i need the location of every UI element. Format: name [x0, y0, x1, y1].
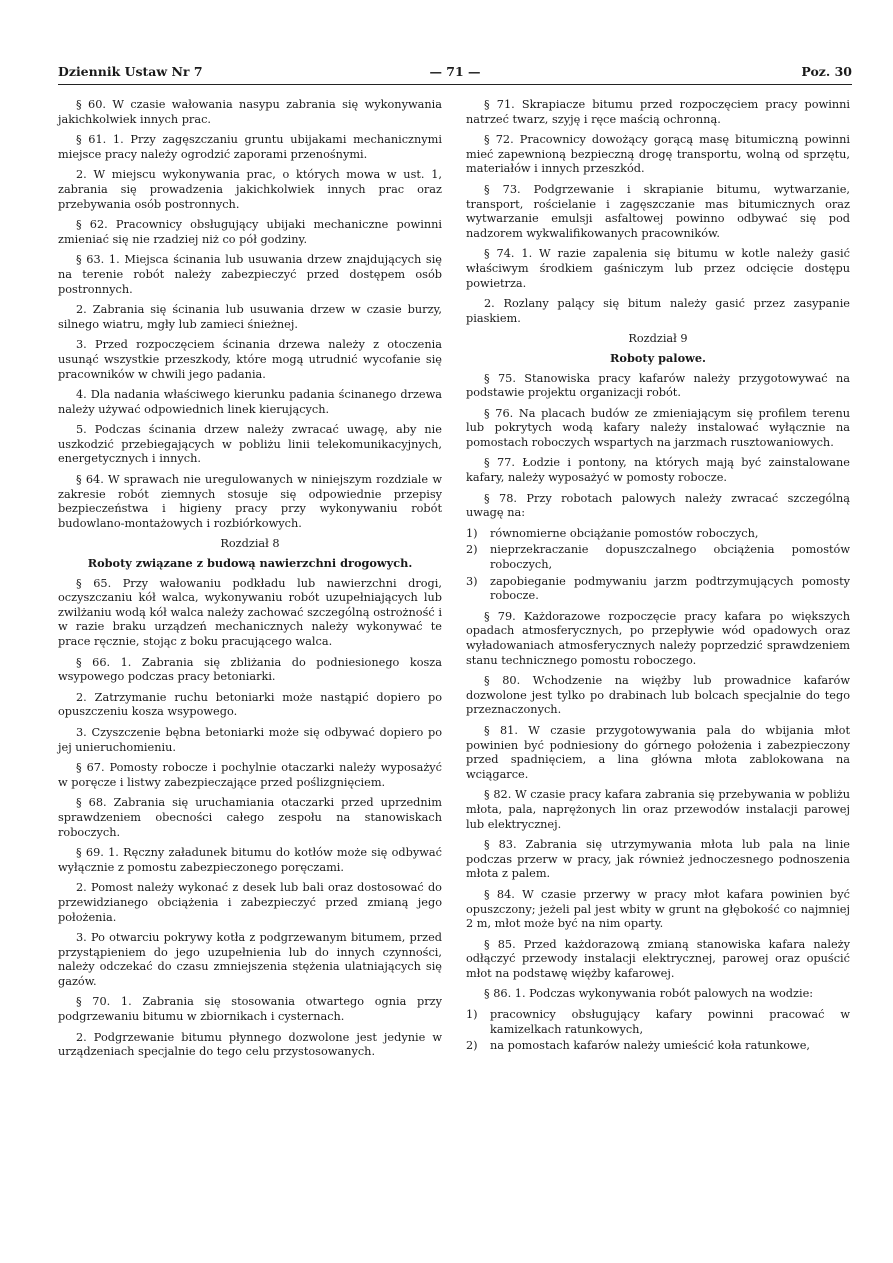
paragraph: 2. Podgrzewanie bitumu płynnego dozwolone jest jedynie w urządzeniach specjalnie do tego celu przystosowanych.: [58, 1030, 442, 1059]
journal-title: Dziennik Ustaw Nr 7: [58, 64, 203, 79]
paragraph: § 86. 1. Podczas wykonywania robót palowych na wodzie:: [484, 987, 814, 1001]
paragraph: § 62. Pracownicy obsługujący ubijaki mechaniczne powinni zmieniać się nie rzadziej niż co pół godziny.: [58, 218, 442, 246]
paragraph: 3. Przed rozpoczęciem ścinania drzewa należy z otoczenia usunąć wszystkie przeszkody, które mogą utrudnić wycofanie się pracowników w chwili jego padania.: [58, 338, 442, 381]
paragraph: § 72. Pracownicy dowożący gorącą masę bitumiczną powinni mieć zapewnioną bezpieczną drogę transportu, wolną od sprzętu, materiałów i innych przeszkód.: [466, 133, 850, 176]
list-text: równomierne obciążanie pomostów roboczych,: [490, 526, 759, 540]
paragraph: § 65. Przy wałowaniu podkładu lub nawierzchni drogi, oczyszczaniu kół walca, wykonywaniu robót uzupełniających lub zwilżaniu wodą kół walca należy zachować szczególną ostrożność i w razie braku urządzeń mechanicznych należy wykonywać te prace ręcznie, stojąc z boku pracującego walca.: [58, 576, 442, 648]
paragraph: § 81. W czasie przygotowywania pala do wbijania młot powinien być podniesiony do górnego położenia i zabezpieczony przed spadnięciem, a lina główna młota zablokowana na wciągarce.: [466, 723, 850, 781]
right-column: [466, 98, 850, 1060]
chapter-8-label: Rozdział 8: [220, 537, 280, 551]
list-item: [466, 543, 850, 572]
paragraph: 3. Czyszczenie bębna betoniarki może się odbywać dopiero po jej unieruchomieniu.: [58, 725, 442, 754]
paragraph: § 80. Wchodzenie na więżby lub prowadnice kafarów dozwolone jest tylko po drabinach lub bolcach specjalnie do tego przeznaczonych.: [466, 674, 850, 717]
paragraph: 5. Podczas ścinania drzew należy zwracać uwagę, aby nie uszkodzić przebiegających w pobliżu linii telekomunikacyjnych, energetycznych i innych.: [58, 423, 442, 466]
paragraph: 2. Pomost należy wykonać z desek lub bali oraz dostosować do przewidzianego obciążenia i zabezpieczyć przed zmianą jego położenia.: [58, 881, 442, 924]
list-text: na pomostach kafarów należy umieścić koła ratunkowe,: [490, 1039, 811, 1053]
header-rule: [58, 84, 852, 85]
paragraph: § 61. 1. Przy zagęszczaniu gruntu ubijakami mechanicznymi miejsce pracy należy ogrodzić zaporami przenośnymi.: [58, 133, 442, 161]
list-item: [466, 1039, 850, 1054]
paragraph: 2. Zabrania się ścinania lub usuwania drzew w czasie burzy, silnego wiatru, mgły lub zamieci śnieżnej.: [58, 303, 442, 331]
list-number: 3): [466, 574, 478, 588]
list-number: 2): [466, 543, 478, 557]
paragraph: 2. W miejscu wykonywania prac, o których mowa w ust. 1, zabrania się prowadzenia jakichkolwiek innych prac oraz przebywania osób postronnych.: [58, 168, 442, 211]
list-item: [466, 1008, 850, 1037]
chapter-9-label: Rozdział 9: [628, 332, 688, 346]
paragraph: § 79. Każdorazowe rozpoczęcie pracy kafara po większych opadach atmosferycznych, po przepływie wód opadowych oraz wyładowaniach atmosferycznych należy poprzedzić sprawdzeniem stanu technicznego pomostu roboczego.: [466, 609, 850, 667]
paragraph: § 77. Łodzie i pontony, na których mają być zainstalowane kafary, należy wyposażyć w pomosty robocze.: [466, 456, 850, 485]
paragraph: § 78. Przy robotach palowych należy zwracać szczególną uwagę na:: [466, 491, 850, 520]
paragraph: § 76. Na placach budów ze zmieniającym się profilem terenu lub pokrytych wodą kafary należy instalować wyłącznie na pomostach roboczych wspartych na jarzmach rusztowaniowych.: [466, 406, 850, 449]
list-86: [466, 1008, 850, 1054]
list-text: zapobieganie podmywaniu jarzm podtrzymujących pomosty robocze.: [490, 574, 850, 603]
list-item: [466, 575, 850, 604]
list-number: 1): [466, 526, 478, 540]
list-number: 1): [466, 1008, 478, 1022]
left-column: [58, 98, 442, 1066]
paragraph: § 73. Podgrzewanie i skrapianie bitumu, wytwarzanie, transport, rościelanie i zagęszczanie mas bitumicznych oraz wytwarzanie emulsji asfaltowej powinno odbywać się pod nadzorem wykwalifikowanych pracowników.: [466, 182, 850, 240]
page-header: [58, 62, 852, 84]
paragraph: § 67. Pomosty robocze i pochylnie otaczarki należy wyposażyć w poręcze i listwy zabezpieczające przed poślizgnięciem.: [58, 761, 442, 789]
paragraph: § 85. Przed każdorazową zmianą stanowiska kafara należy odłączyć przewody instalacji elektrycznej, parowej oraz opuścić młot na podstawę więżby kafarowej.: [466, 937, 850, 980]
paragraph: § 64. W sprawach nie uregulowanych w niniejszym rozdziale w zakresie robót ziemnych stosuje się odpowiednie przepisy bezpieczeństwa i higieny pracy przy wykonywaniu robót budowlano-montażowych i rozbiórkowych.: [58, 473, 442, 530]
paragraph: § 70. 1. Zabrania się stosowania otwartego ognia przy podgrzewaniu bitumu w zbiornikach i cysternach.: [58, 995, 442, 1024]
paragraph: 3. Po otwarciu pokrywy kotła z podgrzewanym bitumem, przed przystąpieniem do jego uzupełnienia lub do innych czynności, należy odczekać do czasu zmniejszenia stężenia ulatniających się gazów.: [58, 931, 442, 988]
list-text: pracownicy obsługujący kafary powinni pracować w kamizelkach ratunkowych,: [490, 1008, 850, 1036]
list-number: 2): [466, 1039, 478, 1053]
page-number: — 71 —: [429, 64, 481, 79]
paragraph: 2. Rozlany palący się bitum należy gasić przez zasypanie piaskiem.: [466, 297, 850, 325]
paragraph: § 68. Zabrania się uruchamiania otaczarki przed uprzednim sprawdzeniem obecności całego zespołu na stanowiskach roboczych.: [58, 796, 442, 839]
paragraph: § 84. W czasie przerwy w pracy młot kafara powinien być opuszczony; jeżeli pal jest wbity w grunt na głębokość co najmniej 2 m, młot może być na nim oparty.: [466, 887, 850, 931]
paragraph: § 66. 1. Zabrania się zbliżania do podniesionego kosza wsypowego podczas pracy betoniarki.: [58, 655, 442, 684]
paragraph: § 74. 1. W razie zapalenia się bitumu w kotle należy gasić właściwym środkiem gaśniczym lub przez odcięcie dostępu powietrza.: [466, 247, 850, 290]
paragraph: § 82. W czasie pracy kafara zabrania się przebywania w pobliżu młota, pala, naprężonych lin oraz przewodów instalacji parowej lub elektrycznej.: [466, 788, 850, 831]
paragraph: § 60. W czasie wałowania nasypu zabrania się wykonywania jakichkolwiek innych prac.: [58, 98, 442, 126]
paragraph: § 69. 1. Ręczny załadunek bitumu do kotłów może się odbywać wyłącznie z pomostu zabezpieczonego poręczami.: [58, 846, 442, 874]
position-number: Poz. 30: [801, 64, 852, 79]
list-78: [466, 527, 850, 604]
paragraph: § 83. Zabrania się utrzymywania młota lub pala na linie podczas przerw w pracy, jak również jednoczesnego podnoszenia młota z palem.: [466, 838, 850, 881]
paragraph: § 71. Skrapiacze bitumu przed rozpoczęciem pracy powinni natrzeć twarz, szyję i ręce maścią ochronną.: [466, 98, 850, 126]
list-item: [466, 527, 850, 542]
chapter-9-title: Roboty palowe.: [610, 350, 706, 365]
paragraph: § 75. Stanowiska pracy kafarów należy przygotowywać na podstawie projektu organizacji robót.: [466, 371, 850, 400]
paragraph: 2. Zatrzymanie ruchu betoniarki może nastąpić dopiero po opuszczeniu kosza wsypowego.: [58, 690, 442, 719]
paragraph: 4. Dla nadania właściwego kierunku padania ścinanego drzewa należy używać odpowiednich linek kierujących.: [58, 388, 442, 416]
paragraph: § 63. 1. Miejsca ścinania lub usuwania drzew znajdujących się na terenie robót należy zabezpieczyć przed dostępem osób postronnych.: [58, 253, 442, 296]
chapter-8-title: Roboty związane z budową nawierzchni drogowych.: [87, 556, 413, 571]
list-text: nieprzekraczanie dopuszczalnego obciążenia pomostów roboczych,: [490, 543, 850, 572]
